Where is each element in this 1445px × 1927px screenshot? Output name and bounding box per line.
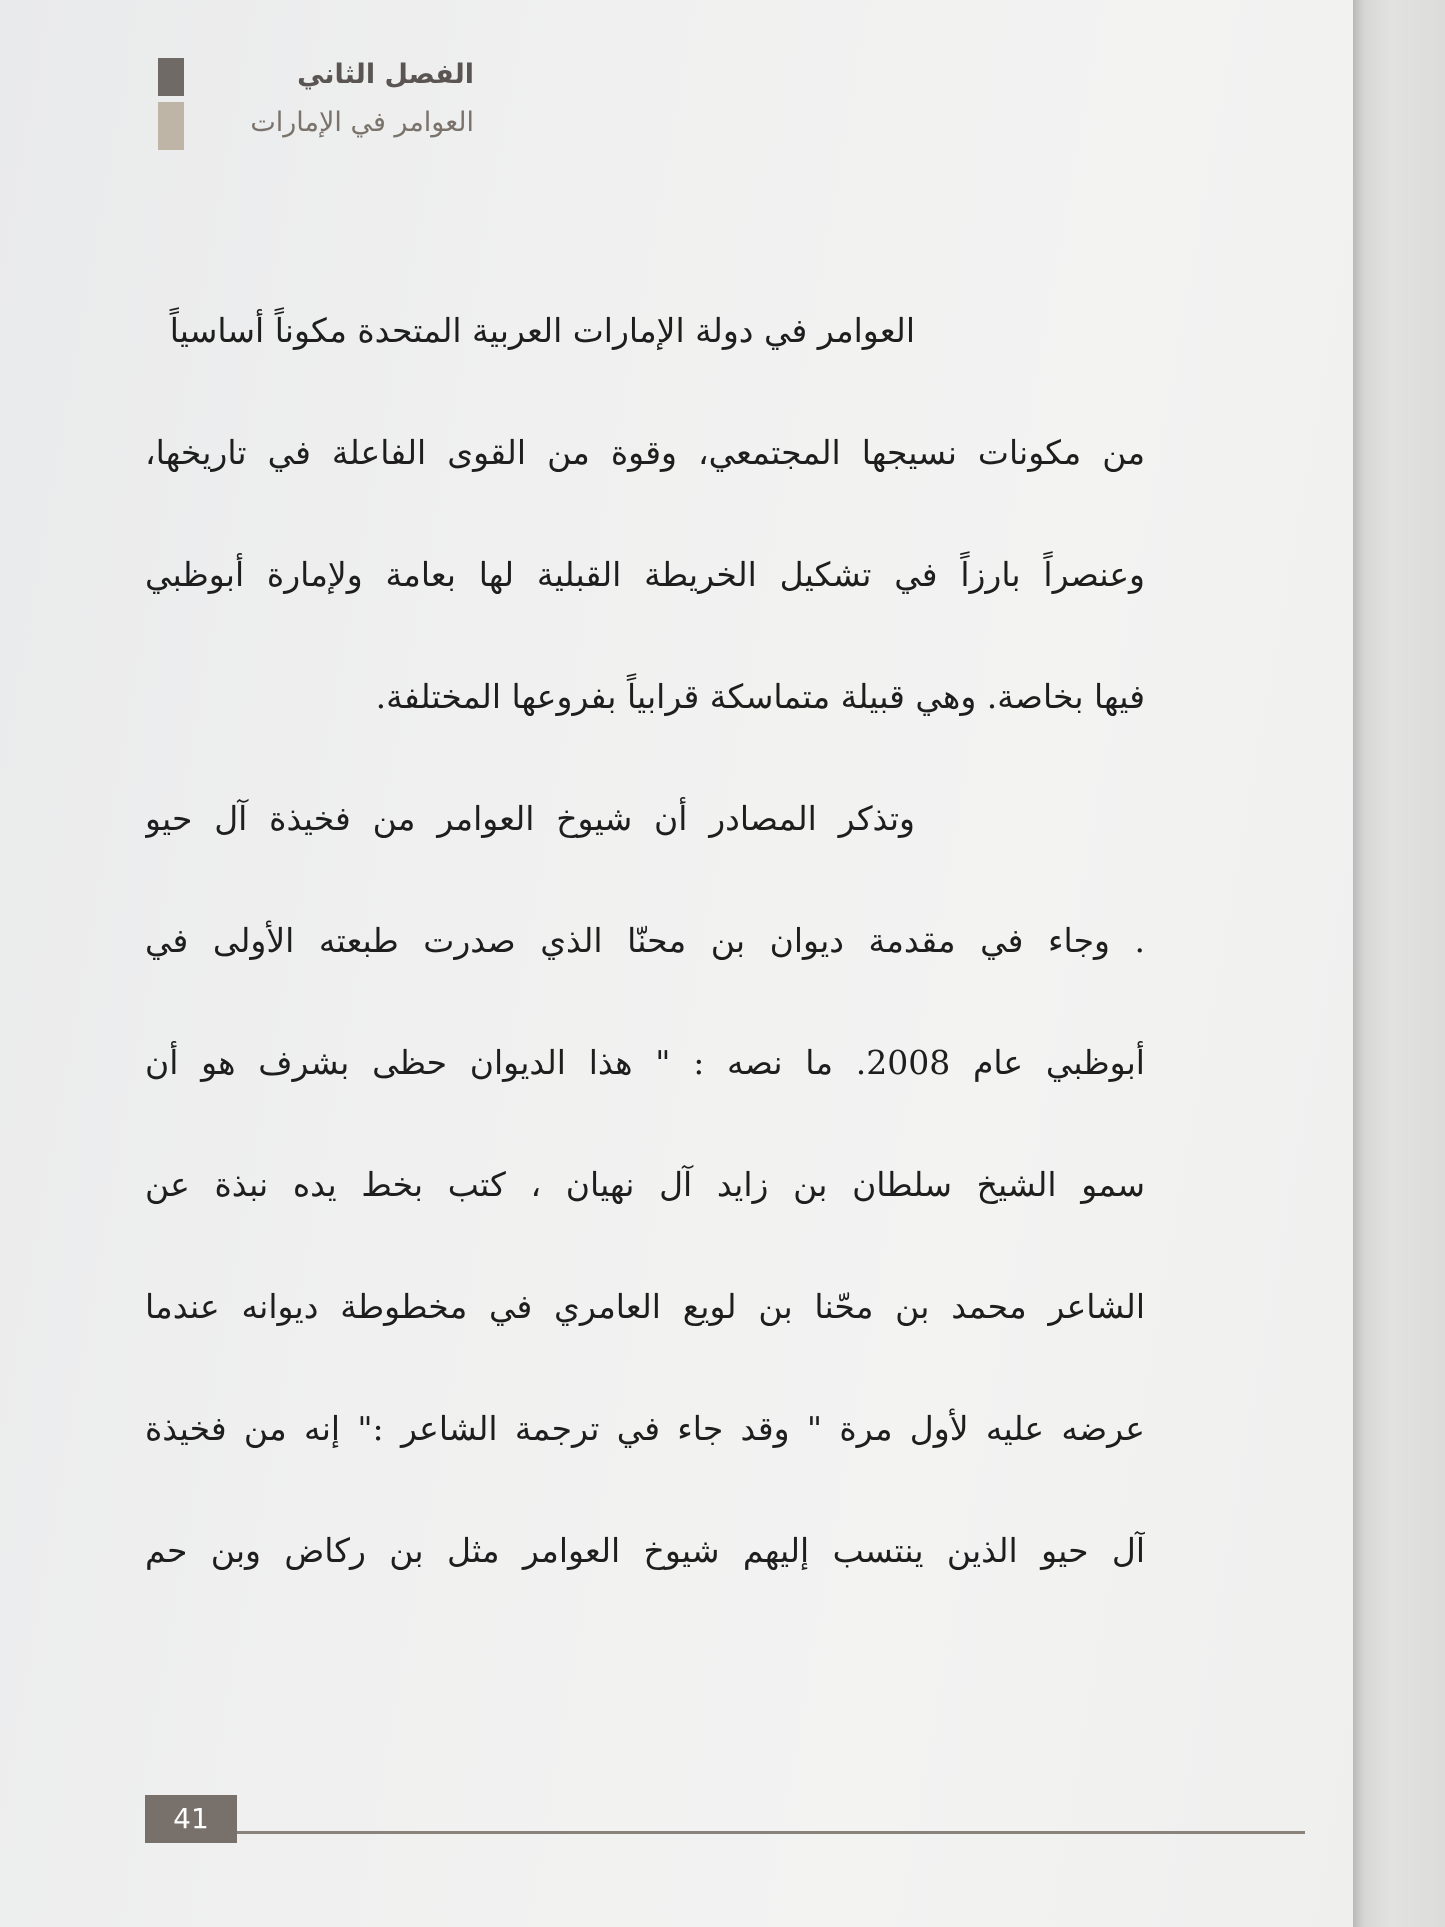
- header-bar-dark: [158, 58, 184, 96]
- chapter-subtitle: العوامر في الإمارات: [250, 107, 474, 138]
- header-bar-light: [158, 102, 184, 150]
- next-page-edge: [1353, 0, 1445, 1927]
- text-line: العوامر في دولة الإمارات العربية المتحدة مكوناً أساسياً: [169, 311, 915, 350]
- chapter-header: [154, 52, 474, 152]
- body-text: [145, 296, 1145, 1638]
- chapter-title: الفصل الثاني: [297, 59, 474, 90]
- text-line: عرضه عليه لأول مرة " وقد جاء في ترجمة الشاعر :" إنه من فخيذة: [145, 1409, 1145, 1448]
- page-footer: [145, 1795, 1305, 1845]
- text-line: فيها بخاصة. وهي قبيلة متماسكة قرابياً بفروعها المختلفة.: [375, 677, 1145, 716]
- footer-rule: [237, 1831, 1305, 1834]
- text-line: الشاعر محمد بن محّنا بن لويع العامري في مخطوطة ديوانه عندما: [145, 1287, 1145, 1326]
- text-line: أبوظبي عام 2008. ما نصه : " هذا الديوان حظى بشرف هو أن: [145, 1043, 1145, 1082]
- text-line: آل حيو الذين ينتسب إليهم شيوخ العوامر مثل بن ركاض وبن حم: [145, 1531, 1145, 1570]
- text-line: من مكونات نسيجها المجتمعي، وقوة من القوى الفاعلة في تاريخها،: [145, 433, 1145, 472]
- text-line: سمو الشيخ سلطان بن زايد آل نهيان ، كتب بخط يده نبذة عن: [145, 1165, 1145, 1204]
- text-line: وعنصراً بارزاً في تشكيل الخريطة القبلية لها بعامة ولإمارة أبوظبي: [145, 555, 1145, 594]
- text-line: وتذكر المصادر أن شيوخ العوامر من فخيذة آل حيو: [145, 799, 915, 838]
- text-line: . وجاء في مقدمة ديوان بن محنّا الذي صدرت طبعته الأولى في: [145, 921, 1145, 960]
- page-number: 41: [145, 1795, 237, 1843]
